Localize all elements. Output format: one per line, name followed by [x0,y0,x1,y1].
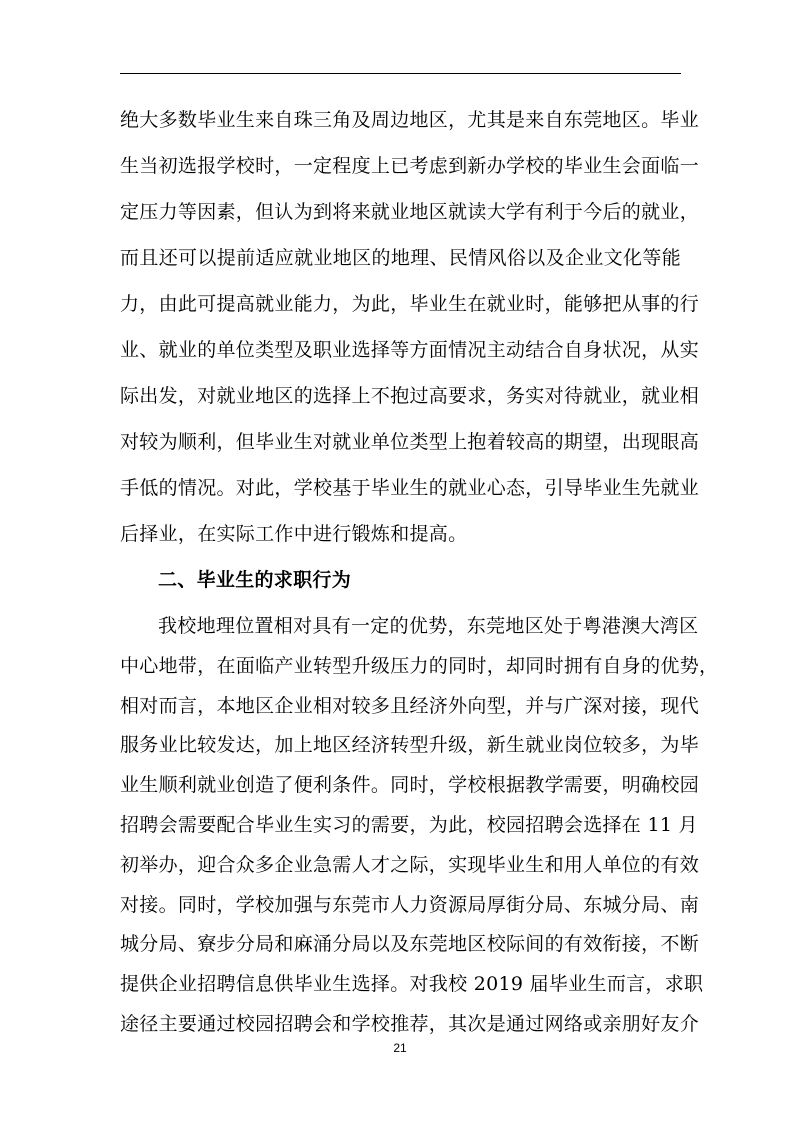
paragraph-line: 绝大多数毕业生来自珠三角及周边地区，尤其是来自东莞地区。毕业 [120,109,700,131]
paragraph-line: 城分局、寮步分局和麻涌分局以及东莞地区校际间的有效衔接，不断 [120,933,700,955]
paragraph-line: 际出发，对就业地区的选择上不抱过高要求，务实对待就业，就业相 [120,385,700,407]
paragraph-line: 而且还可以提前适应就业地区的地理、民情风俗以及企业文化等能 [120,247,681,269]
paragraph-line: 初举办，迎合众多企业急需人才之际，实现毕业生和用人单位的有效 [120,854,700,876]
paragraph-line: 我校地理位置相对具有一定的优势，东莞地区处于粤港澳大湾区 [158,615,699,637]
paragraph-line: 服务业比较发达，加上地区经济转型升级，新生就业岗位较多，为毕 [120,734,700,756]
header-rule [120,73,681,74]
paragraph-line: 定压力等因素，但认为到将来就业地区就读大学有利于今后的就业， [120,201,700,223]
paragraph-line: 对接。同时，学校加强与东莞市人力资源局厚街分局、东城分局、南 [120,894,700,916]
section-heading: 二、毕业生的求职行为 [158,569,352,591]
page-number: 21 [393,1041,407,1055]
paragraph-line: 生当初选报学校时，一定程度上已考虑到新办学校的毕业生会面临一 [120,155,700,177]
paragraph-line: 手低的情况。对此，学校基于毕业生的就业心态，引导毕业生先就业 [120,477,700,499]
paragraph-line: 途径主要通过校园招聘会和学校推荐，其次是通过网络或亲朋好友介 [120,1013,700,1035]
paragraph-line: 中心地带，在面临产业转型升级压力的同时，却同时拥有自身的优势， [120,655,719,677]
paragraph-line: 提供企业招聘信息供毕业生选择。对我校 2019 届毕业生而言，求职 [120,973,704,995]
paragraph-line: 招聘会需要配合毕业生实习的需要，为此，校园招聘会选择在 11 月 [120,814,698,836]
paragraph-line: 对较为顺利，但毕业生对就业单位类型上抱着较高的期望，出现眼高 [120,431,700,453]
paragraph-line: 后择业，在实际工作中进行锻炼和提高。 [120,523,468,545]
paragraph-line: 业生顺利就业创造了便利条件。同时，学校根据教学需要，明确校园 [120,774,700,796]
paragraph-line: 力，由此可提高就业能力，为此，毕业生在就业时，能够把从事的行 [120,293,700,315]
paragraph-line: 业、就业的单位类型及职业选择等方面情况主动结合自身状况，从实 [120,339,700,361]
paragraph-line: 相对而言，本地区企业相对较多且经济外向型，并与广深对接，现代 [120,695,700,717]
